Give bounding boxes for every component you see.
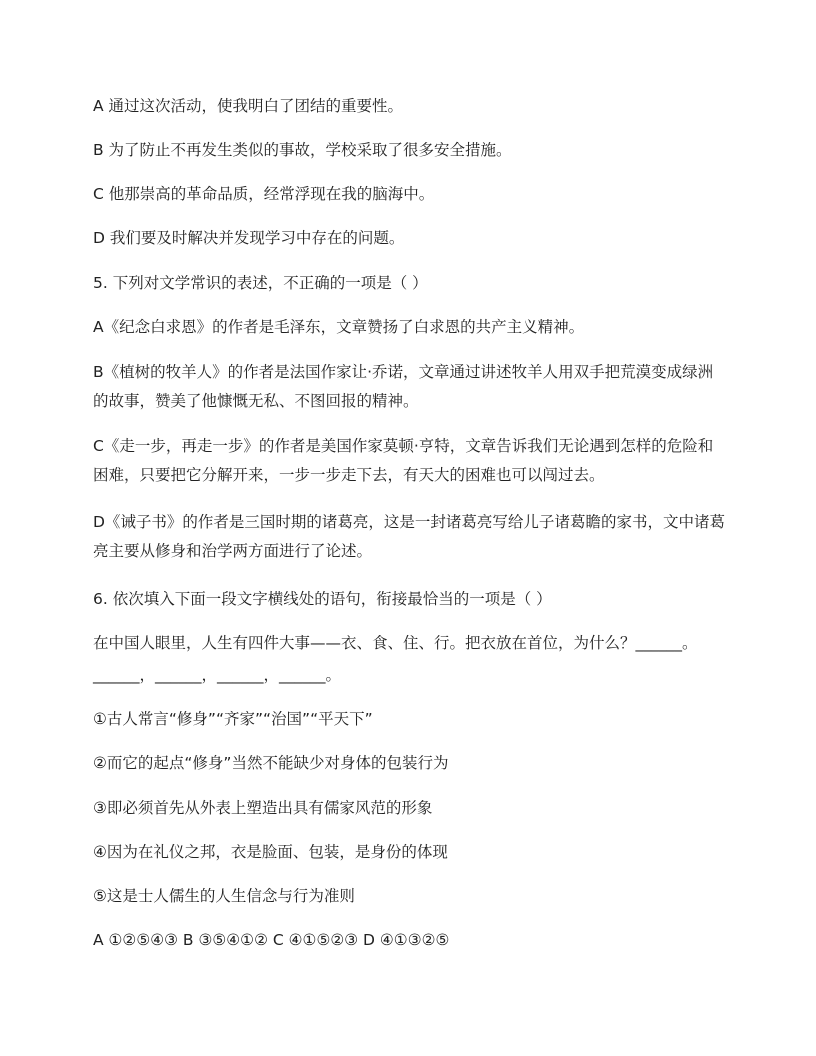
q5-option-c: C《走一步，再走一步》的作者是美国作家莫顿·亨特，文章告诉我们无论遇到怎样的危险和困难，只要把它分解开来，一步一步走下去，有天大的困难也可以闯过去。: [93, 437, 714, 484]
q4-option-c: C 他那崇高的革命品质，经常浮现在我的脑海中。: [93, 185, 435, 203]
q6-sentence-5: ⑤这是士人儒生的人生信念与行为准则: [93, 887, 355, 905]
q4-option-a: A 通过这次活动，使我明白了团结的重要性。: [93, 97, 404, 115]
q6-sentence-3: ③即必须首先从外表上塑造出具有儒家风范的形象: [93, 799, 433, 817]
q6-stem: 6. 依次填入下面一段文字横线处的语句，衔接最恰当的一项是（ ）: [93, 590, 552, 608]
q6-passage-line-1: 在中国人眼里，人生有四件大事——衣、食、住、行。把衣放在首位，为什么？______。: [93, 634, 698, 652]
q6-options: A ①②⑤④③ B ③⑤④①② C ④①⑤②③ D ④①③②⑤: [93, 931, 450, 949]
q6-passage-line-2: ______，______，______，______。: [93, 666, 342, 684]
q6-sentence-1: ①古人常言“修身”“齐家”“治国”“平天下”: [93, 710, 373, 728]
q6-sentence-4: ④因为在礼仪之邦，衣是脸面、包装，是身份的体现: [93, 843, 448, 861]
q5-option-a: A《纪念白求恩》的作者是毛泽东，文章赞扬了白求恩的共产主义精神。: [93, 318, 585, 336]
q5-option-d: D《诫子书》的作者是三国时期的诸葛亮，这是一封诸葛亮写给儿子诸葛瞻的家书，文中诸葛亮主要从修身和治学两方面进行了论述。: [93, 513, 725, 560]
q4-option-d: D 我们要及时解决并发现学习中存在的问题。: [93, 229, 405, 247]
q5-option-b: B《植树的牧羊人》的作者是法国作家让·乔诺，文章通过讲述牧羊人用双手把荒漠变成绿洲的故事，赞美了他慷慨无私、不图回报的精神。: [93, 363, 714, 410]
q4-option-b: B 为了防止不再发生类似的事故，学校采取了很多安全措施。: [93, 141, 512, 159]
q6-sentence-2: ②而它的起点“修身”当然不能缺少对身体的包装行为: [93, 754, 449, 772]
q5-stem: 5. 下列对文学常识的表述，不正确的一项是（ ）: [93, 274, 428, 292]
